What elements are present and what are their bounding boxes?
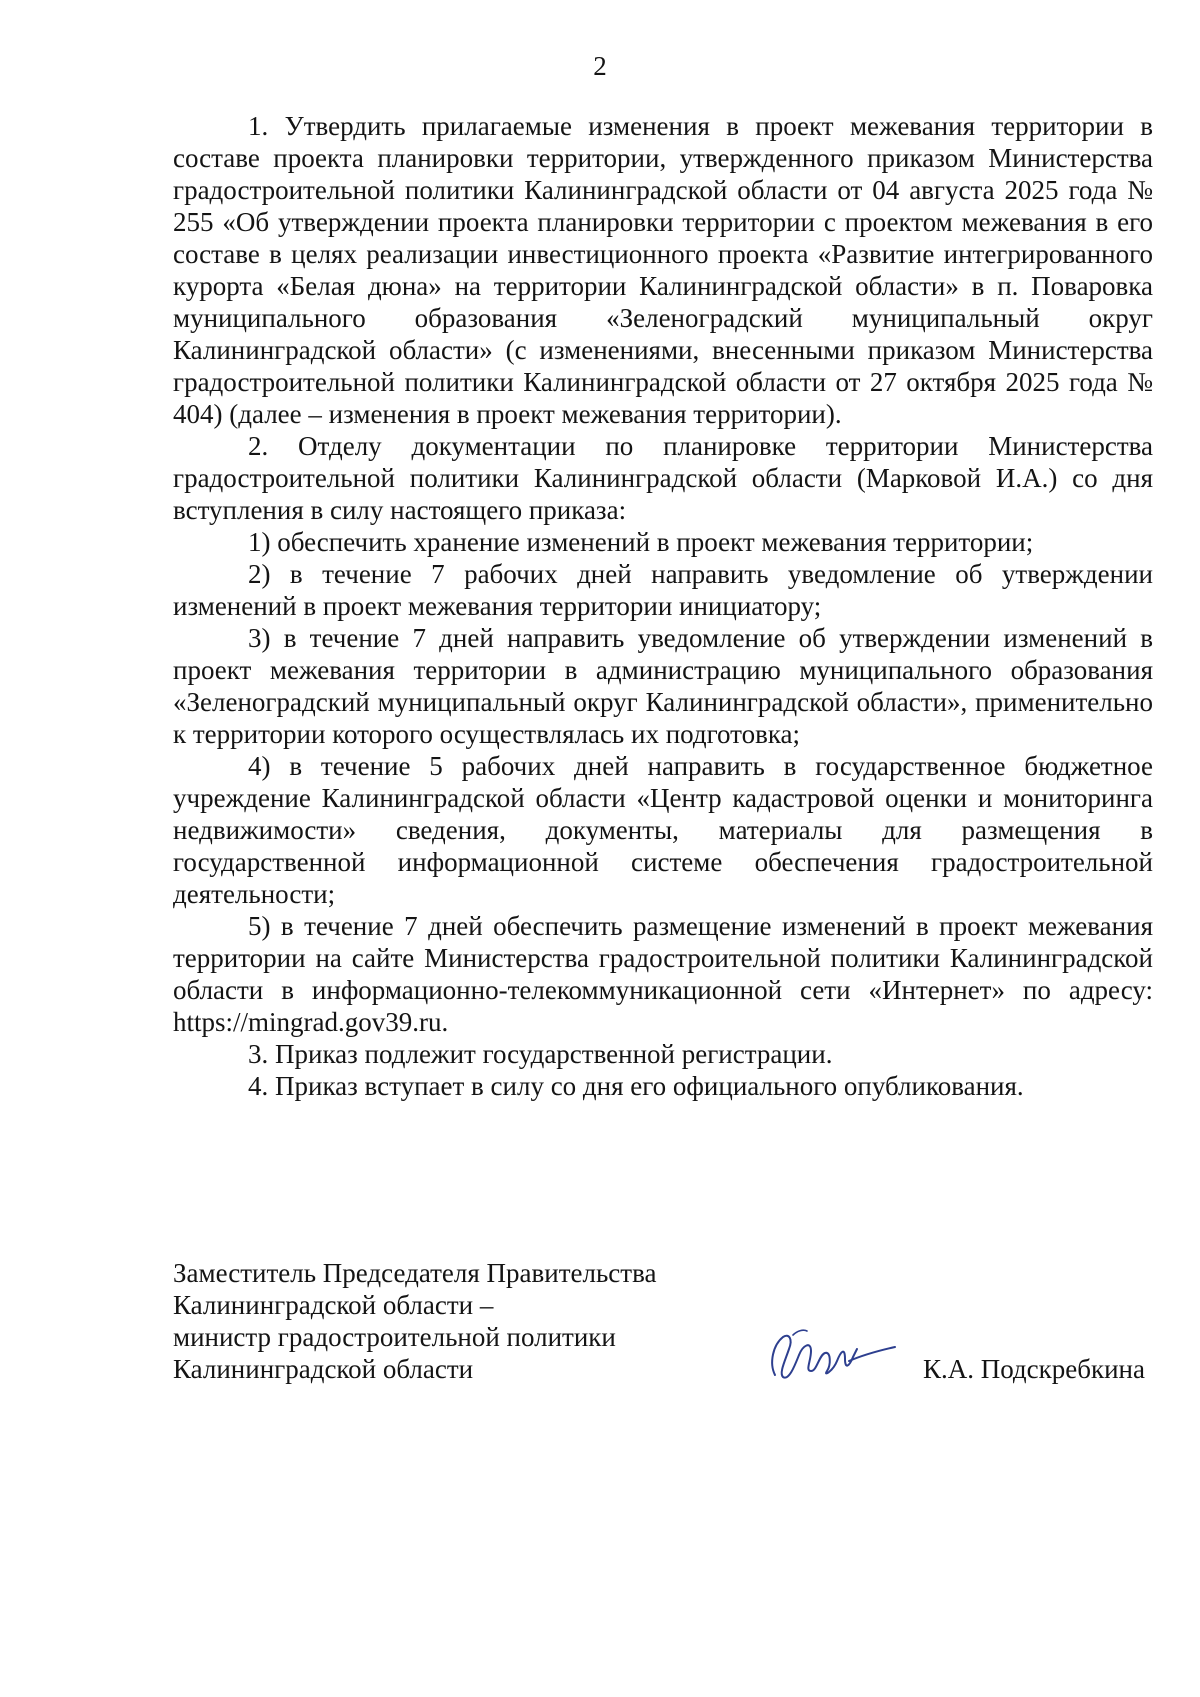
paragraph-entry-into-force: 4. Приказ вступает в силу со дня его официального опубликования. [248,1071,1024,1101]
paragraph-item-storage: 1) обеспечить хранение изменений в проект межевания территории; [248,527,1034,557]
paragraph-item-notify-initiator: 2) в течение 7 рабочих дней направить уведомление об утверждении изменений в проект межевания территории инициатору; [173,559,1153,621]
signer-title-line: Заместитель Председателя Правительства [173,1258,657,1288]
paragraph-registration: 3. Приказ подлежит государственной регистрации. [248,1039,833,1069]
signer-title-line: Калининградской области [173,1354,474,1384]
page-number: 2 [593,51,607,81]
paragraph-item-notify-administration: 3) в течение 7 дней направить уведомление об утверждении изменений в проект межевания территории в администрацию муниципального образования «Зеленоградский муниципальный округ Калининградской области», применительно к территории которого осуществлялась их подготовка; [173,623,1153,749]
paragraph-item-send-to-cadastre: 4) в течение 5 рабочих дней направить в государственное бюджетное учреждение Калининградской области «Центр кадастровой оценки и мониторинга недвижимости» сведения, документы, материалы для размещения в государственной информационной системе обеспечения градостроительной деятельности; [173,751,1153,909]
signer-title-line: Калининградской области – [173,1290,494,1320]
paragraph-item-publish-online: 5) в течение 7 дней обеспечить размещение изменений в проект межевания территории на сайте Министерства градостроительной политики Калининградской области в информационно-телекоммуникационной сети «Интернет» по адресу: https://mingrad.gov39.ru. [173,911,1153,1037]
order-body [173,110,1153,1102]
signer-title-line: министр градостроительной политики [173,1322,616,1352]
handwritten-signature [753,1315,903,1395]
paragraph-department-instructions: 2. Отделу документации по планировке территории Министерства градостроительной политики Калининградской области (Марковой И.А.) со дня вступления в силу настоящего приказа: [173,431,1153,525]
signature-block [173,1257,1153,1385]
paragraph-approve-changes: 1. Утвердить прилагаемые изменения в проект межевания территории в составе проекта планировки территории, утвержденного приказом Министерства градостроительной политики Калининградской области от 04 августа 2025 года № 255 «Об утверждении проекта планировки территории с проектом межевания в его составе в целях реализации инвестиционного проекта «Развитие интегрированного курорта «Белая дюна» на территории Калининградской области» в п. Поваровка муниципального образования «Зеленоградский муниципальный округ Калининградской области» (с изменениями, внесенными приказом Министерства градостроительной политики Калининградской области от 27 октября 2025 года № 404) (далее – изменения в проект межевания территории). [173,111,1153,429]
signer-name: К.А. Подскребкина [922,1354,1145,1384]
